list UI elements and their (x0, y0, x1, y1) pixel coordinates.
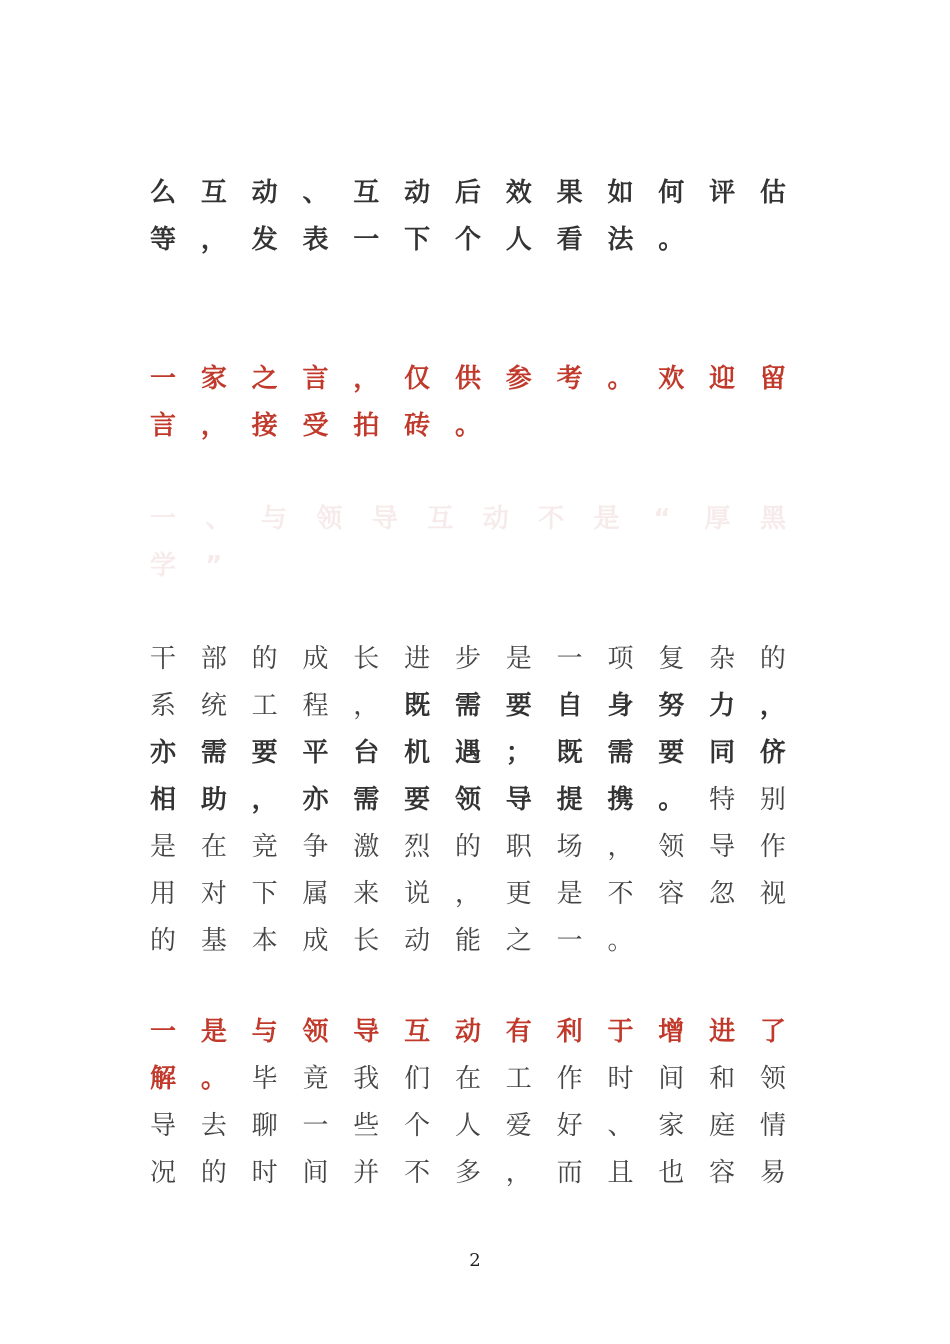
text-line: 一 家 之 言 ， 仅 供 参 考 。 欢 迎 留 (149, 364, 786, 394)
text-line: 一 、 与 领 导 互 动 不 是 “ 厚 黑 (149, 504, 786, 534)
text-line: 系 统 工 程 ， 既 需 要 自 身 努 力 ， (149, 691, 786, 721)
paragraph-intro-tail (148, 170, 788, 264)
paragraph-body-2 (148, 1009, 788, 1197)
text-line: 言 ， 接 受 拍 砖 。 (149, 411, 481, 441)
text-line: 解 。 毕 竟 我 们 在 工 作 时 间 和 领 (149, 1064, 786, 1094)
page-number: 2 (469, 1250, 481, 1271)
text-line: 用 对 下 属 来 说 ， 更 是 不 容 忽 视 (149, 879, 786, 909)
text-line: 亦 需 要 平 台 机 遇 ； 既 需 要 同 侪 (149, 738, 786, 768)
paragraph-disclaimer (148, 356, 788, 450)
paragraph-section-heading (148, 496, 788, 590)
text-line: 是 在 竞 争 激 烈 的 职 场 ， 领 导 作 (149, 832, 786, 862)
text-line: 么 互 动 、 互 动 后 效 果 如 何 评 估 (149, 178, 786, 208)
text-line: 干 部 的 成 长 进 步 是 一 项 复 杂 的 (149, 644, 786, 674)
text-line: 相 助 ， 亦 需 要 领 导 提 携 。 特 别 (149, 785, 786, 815)
text-line: 的 基 本 成 长 动 能 之 一 。 (149, 926, 634, 956)
text-line: 等 ， 发 表 一 下 个 人 看 法 。 (149, 225, 685, 255)
text-line: 导 去 聊 一 些 个 人 爱 好 、 家 庭 情 (149, 1111, 786, 1141)
text-line: 况 的 时 间 并 不 多 ， 而 且 也 容 易 (149, 1158, 786, 1188)
text-line: 一 是 与 领 导 互 动 有 利 于 增 进 了 (149, 1017, 786, 1047)
paragraph-body-1 (148, 636, 788, 965)
text-line: 学 ” (149, 551, 223, 581)
